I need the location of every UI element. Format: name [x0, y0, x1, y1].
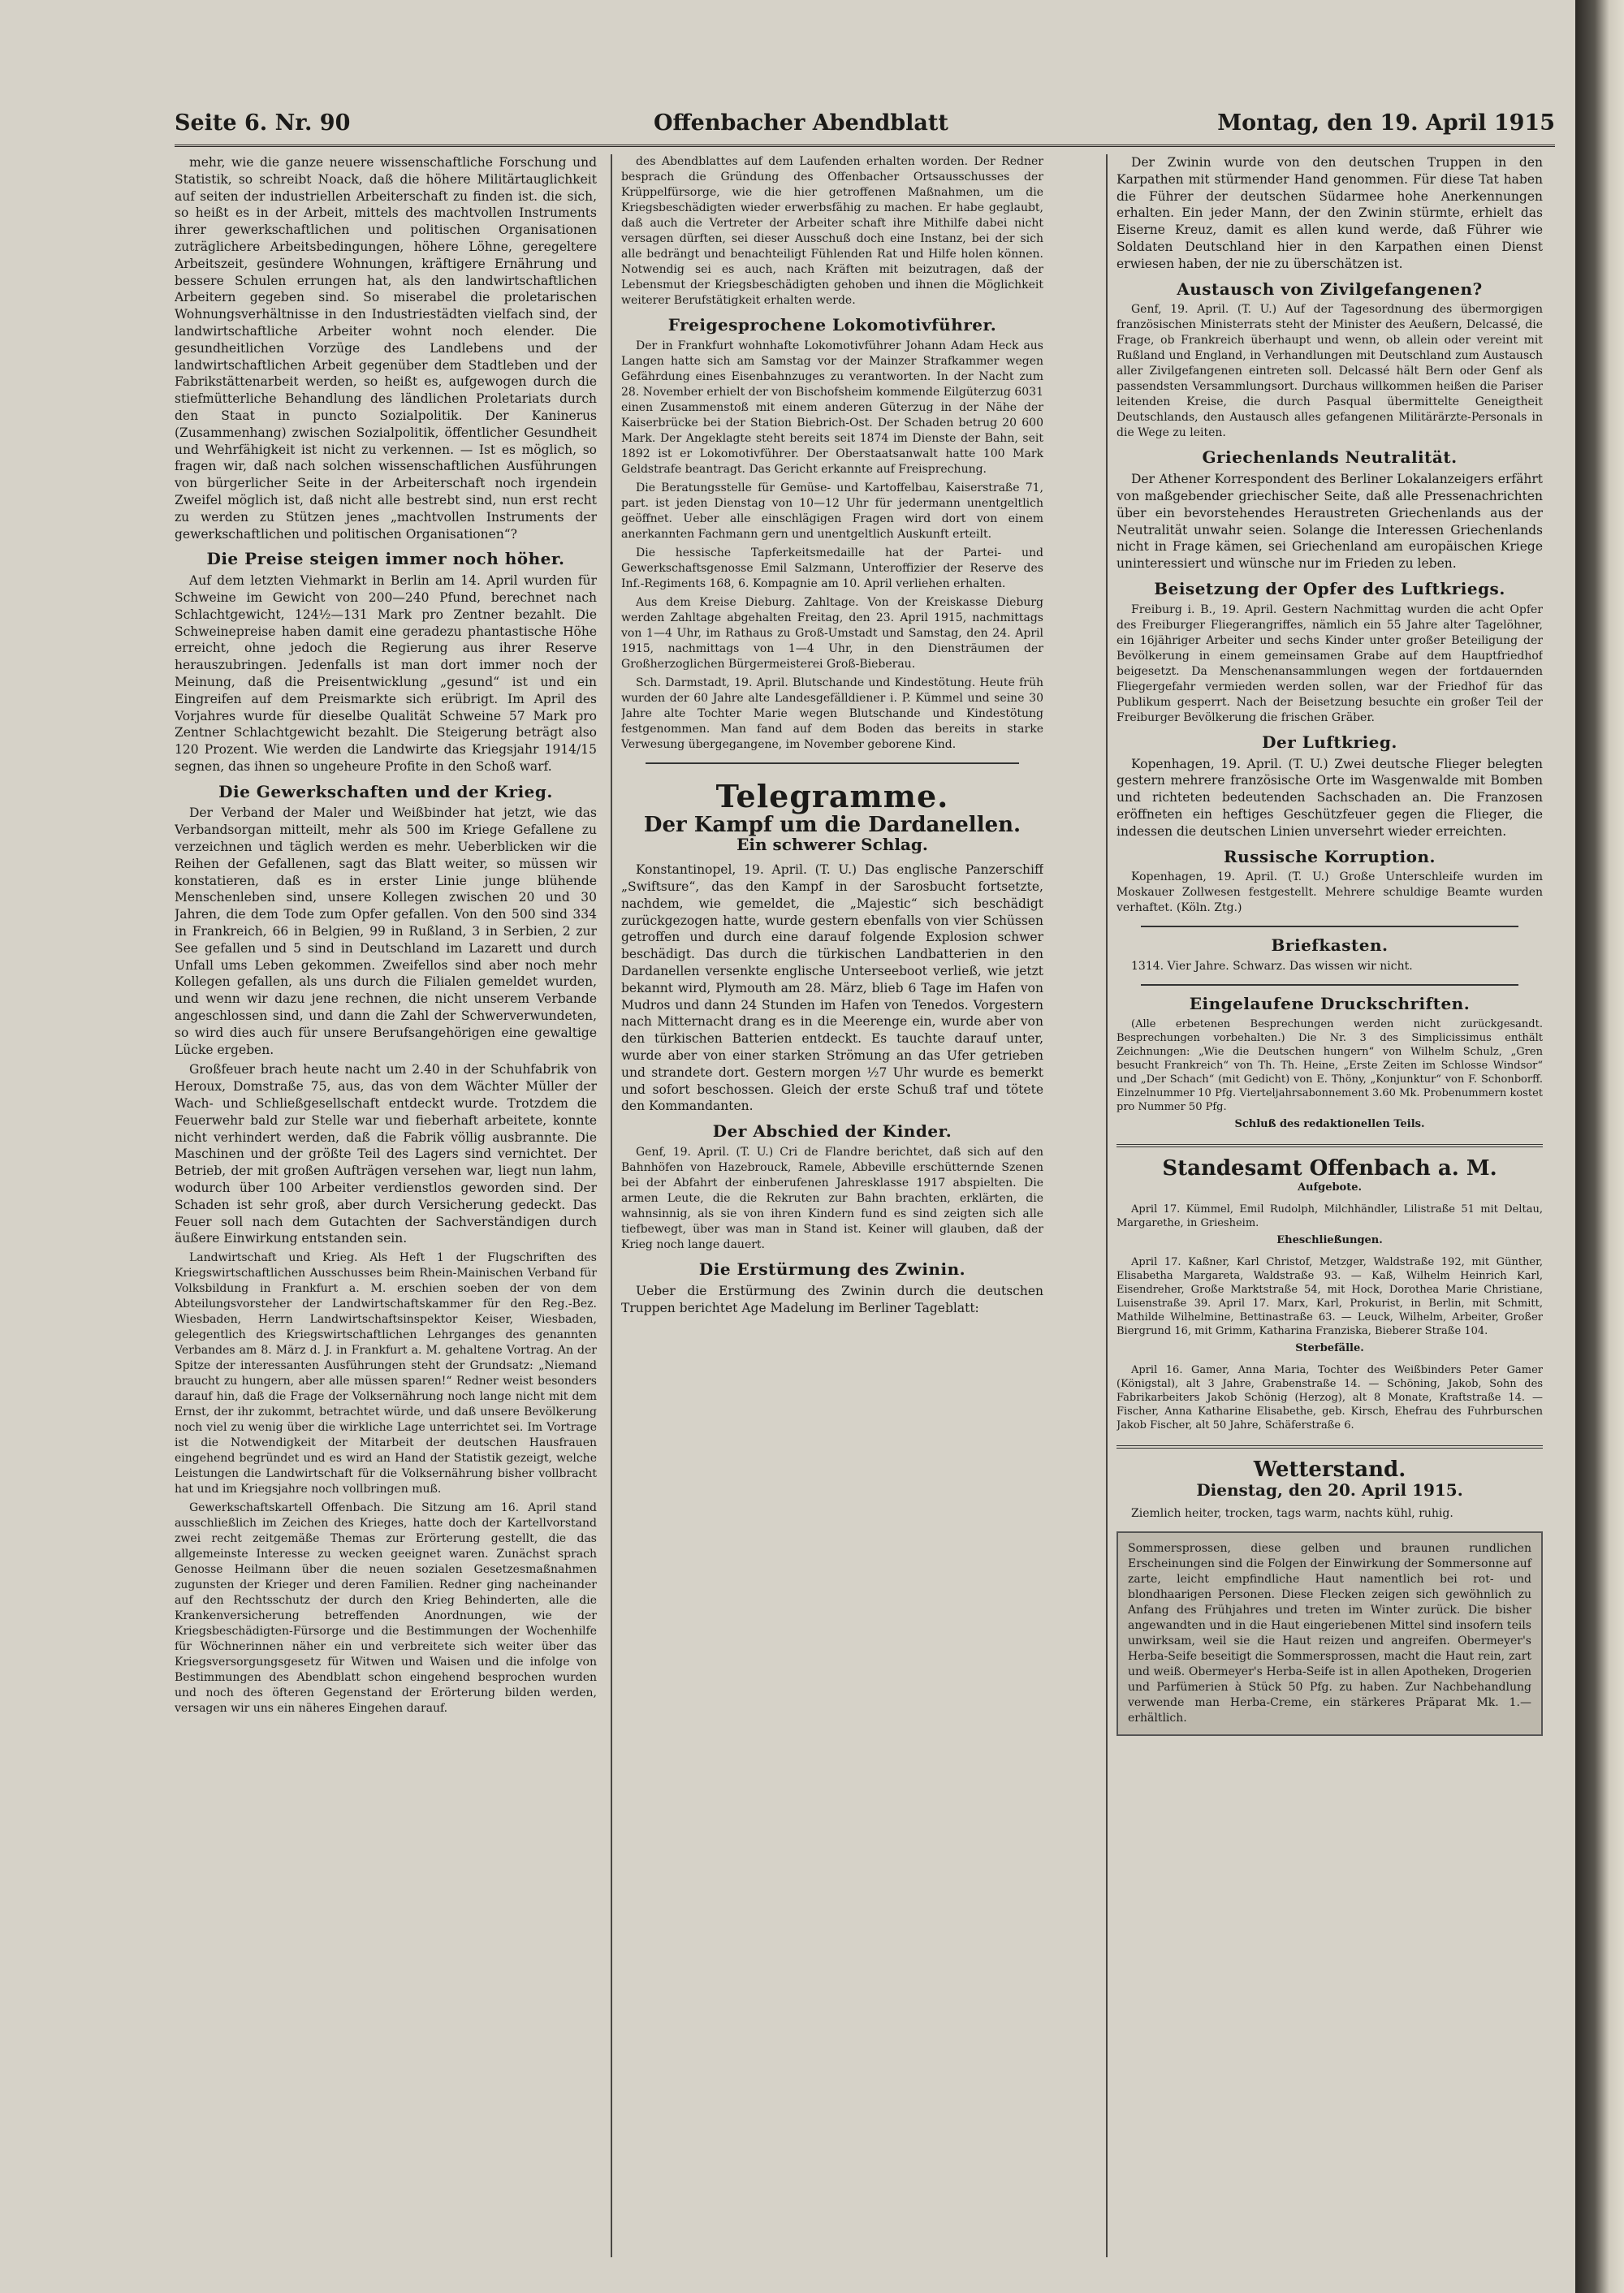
article-heading: Eingelaufene Druckschriften. — [1189, 994, 1471, 1014]
article-text: April 17. Kümmel, Emil Rudolph, Milchhändler, Lilistraße 51 mit Deltau, Margarethe, in Griesheim. — [1116, 1203, 1543, 1229]
article-text: Der Zwinin wurde von den deutschen Truppen in den Karpathen mit stürmender Hand genommen. Für diese Tat haben die Führer der deutschen Südarmee hohe Anerkennungen erhalten. Ein jeder Mann, der den Zwinin stürmte, erhielt das Eiserne Kreuz, damit es allen kund werde, daß Führer wie Soldaten Deutschland hier in den Karpathen einen Dienst erwiesen haben, der nie zu überschätzen ist. — [1116, 155, 1543, 271]
end-of-editorial-note: Schluß des redaktionellen Teils. — [1234, 1117, 1425, 1130]
article-text: (Alle erbetenen Besprechungen werden nicht zurückgesandt. Besprechungen vorbehalten.) Die Nr. 3 des Simplicissimus enthält Zeichnungen: „Wie die Deutschen hungern“ von Wilhelm Schulz, „Gren besucht Frankreich“ von Th. Th. Heine, „Erste Zeiten im Schlosse Windsor“ und „Der Schach“ (mit Gedicht) von E. Thöny, „Konjunktur“ von F. Schonborff. Einzelnummer 10 Pfg. Vierteljahrsabonnement 3.60 Mk. Probenummern kostet pro Nummer 50 Pfg. — [1116, 1017, 1543, 1113]
sub-heading: Eheschließungen. — [1276, 1233, 1383, 1246]
article-heading: Freigesprochene Lokomotivführer. — [667, 315, 997, 335]
divider — [1116, 1445, 1543, 1449]
article-text: Ueber die Erstürmung des Zwinin durch die deutschen Truppen berichtet Age Madelung im Berliner Tageblatt: — [621, 1283, 1043, 1315]
article-heading: Die Erstürmung des Zwinin. — [698, 1259, 966, 1279]
article-heading: Briefkasten. — [1271, 935, 1389, 956]
article-heading: Russische Korruption. — [1223, 846, 1436, 866]
issue-date: Montag, den 19. April 1915 — [1217, 110, 1555, 136]
page-number: Seite 6. Nr. 90 — [175, 110, 351, 136]
article-text: Genf, 19. April. (T. U.) Cri de Flandre berichtet, daß sich auf den Bahnhöfen von Hazebrouck, Ramele, Abbeville erschütternde Szenen bei der Abfahrt der einberufenen Jahresklasse 1917 abspielten. Die armen Leute, die die Rekruten zur Bahn brachten, erklärten, die wahnsinnig, als sie von ihren Kindern fund es sind zeigten sich alle tiefbewegt, über was man in Stand ist. Keiner will glauben, daß der Krieg noch lange dauert. — [621, 1145, 1043, 1251]
sub-heading: Aufgebote. — [1297, 1181, 1363, 1194]
divider — [1141, 926, 1518, 927]
article-text: April 16. Gamer, Anna Maria, Tochter des Weißbinders Peter Gamer (Königstal), alt 3 Jahre, Grabenstraße 14. — Schöning, Jakob, Sohn des Fabrikarbeiters Jakob Schönig (Herzog), alt 8 Monate, Kraftstraße 14. — Fischer, Anna Katharine Elisabethe, geb. Kirsch, Ehefrau des Fuhrburschen Jakob Fischer, alt 50 Jahre, Schäferstraße 6. — [1116, 1363, 1543, 1432]
advertisement-box — [1116, 1531, 1543, 1736]
sub-heading: Sterbefälle. — [1295, 1341, 1364, 1354]
divider — [646, 762, 1019, 764]
article-text: Landwirtschaft und Krieg. Als Heft 1 der Flugschriften des Kriegswirtschaftlichen Ausschusses beim Rhein-Mainischen Verband für Volksbildung in Frankfurt a. M. erschien soeben der von dem Abteilungsvorsteher der Landwirtschaftskammer für den Reg.-Bez. Wiesbaden, Herrn Landwirtschaftsinspektor Keiser, Wiesbaden, gelegentlich des Kriegswirtschaftlichen Lehrganges des genannten Verbandes am 8. März d. J. in Frankfurt a. M. gehaltene Vortrag. An der Spitze der interessanten Ausführungen steht der Grundsatz: „Niemand braucht zu hungern, aber alle müssen sparen!“ Redner weist besonders darauf hin, daß die Frage der Volksernährung noch lange nicht mit dem Ernst, der ihr zukommt, betrachtet würde, und daß unsere Bevölkerung noch viel zu wenig über die wirkliche Lage unterrichtet sei. Im Vortrage ist die Notwendigkeit der Mitarbeit der deutschen Hausfrauen eingehend begründet und es wird an Hand der Statistik gezeigt, welche Leistungen die Landwirtschaft für die Volksernährung bisher vollbracht hat und im Kriegsjahre noch vollbringen muß. — [175, 1251, 597, 1496]
article-heading: Der Abschied der Kinder. — [712, 1121, 952, 1142]
article-text: Die hessische Tapferkeitsmedaille hat der Partei- und Gewerkschaftsgenosse Emil Salzmann, Unteroffizier der Reserve des Inf.-Regiments 168, 6. Kompagnie am 10. April verliehen erhalten. — [621, 546, 1043, 590]
article-text: Freiburg i. B., 19. April. Gestern Nachmittag wurden die acht Opfer des Freiburger Fliegerangriffes, nämlich ein 55 Jahre alter Tagelöhner, ein 16jähriger Arbeiter und sechs Kinder unter großer Beteiligung der Bevölkerung in einem gemeinsamen Grabe auf dem Hauptfriedhof beigesetzt. Da Menschenansammlungen wegen der fortdauernden Fliegergefahr vermieden werden sollen, war der Friedhof für das Publikum gesperrt. Nach der Beisetzung besuchte ein großer Teil der Freiburger Bevölkerung die frischen Gräber. — [1116, 602, 1543, 724]
divider — [1141, 984, 1518, 986]
article-text: Der Athener Korrespondent des Berliner Lokalanzeigers erfährt von maßgebender griechischer Seite, daß alle Pressenachrichten über ein bevorstehendes Heraustreten Griechenlands aus der Neutralität unwahr seien. Solange die Interessen Griechenlands nicht in Frage kämen, sei Griechenland am europäischen Kriege uninteressiert und wünsche nur im Frieden zu leben. — [1116, 472, 1543, 572]
article-text: April 17. Kaßner, Karl Christof, Metzger, Waldstraße 192, mit Günther, Elisabetha Margareta, Waldstraße 93. — Kaß, Wilhelm Heinrich Karl, Eisendreher, Große Marktstraße 54, mit Hock, Dorothea Marie Christiane, Luisenstraße 39. April 17. Marx, Karl, Prokurist, in Berlin, mit Schmitt, Mathilde Wilhelmine, Bettinastraße 63. — Leuck, Wilhelm, Arbeiter, Großer Biergrund 16, mit Grimm, Katharina Franziska, Bieberer Straße 104. — [1116, 1255, 1543, 1337]
article-heading: Der Luftkrieg. — [1262, 732, 1397, 752]
article-text: Konstantinopel, 19. April. (T. U.) Das englische Panzerschiff „Swiftsure“, das den Kampf in der Sarosbucht fortsetzte, nachdem, wie gemeldet, die „Majestic“ sich beschädigt zurückgezogen hatte, wurde gestern ebenfalls von vier Schüssen getroffen und durch eine darauf folgende Explosion schwer beschädigt. Das durch die türkischen Landbatterien in den Dardanellen versenkte englische Unterseeboot verließ, wie jetzt bekannt wird, Plymouth am 28. März, blieb 6 Tage im Hafen von Mudros und dann 24 Stunden im Hafen von Tenedos. Vorgestern nach Mitternacht drang es in die Meerenge ein, wurde aber von den türkischen Batterien entdeckt. Es tauchte darauf unter, wurde aber von einer starken Strömung an das Ufer getrieben und strandete dort. Gestern morgen ½7 Uhr wurde es bemerkt und sofort beschossen. Gleich der erste Schuß traf und tötete den Kommandanten. — [621, 862, 1043, 1114]
column-rule-2 — [1106, 154, 1108, 2257]
article-text: Sch. Darmstadt, 19. April. Blutschande und Kindestötung. Heute früh wurden der 60 Jahre alte Landesgefälldiener i. P. Kümmel und seine 30 Jahre alte Tochter Marie wegen Blutschande und Kindestötung festgenommen. Man fand auf dem Boden das bereits in starke Verwesung übergegangene, im November geborene Kind. — [621, 676, 1043, 751]
column-2 — [621, 154, 1043, 2265]
article-heading: Griechenlands Neutralität. — [1202, 447, 1458, 468]
article-heading: Standesamt Offenbach a. M. — [1162, 1155, 1497, 1181]
article-text: Kopenhagen, 19. April. (T. U.) Große Unterschleife wurden im Moskauer Zollwesen festgestellt. Mehrere schuldige Beamte wurden verhaftet. (Köln. Ztg.) — [1116, 870, 1543, 915]
article-heading: Die Gewerkschaften und der Krieg. — [218, 781, 553, 801]
article-heading: Die Preise steigen immer noch höher. — [206, 549, 565, 569]
page-header — [175, 106, 1555, 147]
column-3 — [1116, 154, 1543, 2265]
article-text: Der in Frankfurt wohnhafte Lokomotivführer Johann Adam Heck aus Langen hatte sich am Samstag vor der Mainzer Strafkammer wegen Gefährdung eines Eisenbahnzuges zu verantworten. In der Nacht zum 28. November erhielt der von Bischofsheim kommende Eilgüterzug 6031 einen Zusammenstoß mit einem anderen Güterzug in der Nähe der Kaiserbrücke bei der Station Biebrich-Ost. Der Schaden betrug 20 600 Mark. Der Angeklagte steht bereits seit 1874 im Dienste der Bahn, seit 1892 ist er Lokomotivführer. Der Oberstaatsanwalt hatte 100 Mark Geldstrafe beantragt. Das Gericht erkannte auf Freisprechung. — [621, 339, 1043, 476]
article-text: Aus dem Kreise Dieburg. Zahltage. Von der Kreiskasse Dieburg werden Zahltage abgehalten Freitag, den 23. April 1915, nachmittags von 1—4 Uhr, im Rathaus zu Groß-Umstadt und Samstag, den 24. April 1915, nachmittags von 1—4 Uhr, in den Diensträumen der Großherzoglichen Bürgermeisterei Groß-Bieberau. — [621, 595, 1043, 671]
article-subheading: Ein schwerer Schlag. — [736, 835, 928, 855]
weather-text: Ziemlich heiter, trocken, tags warm, nachts kühl, ruhig. — [1131, 1507, 1453, 1521]
section-heading-telegrams: Telegramme. — [715, 777, 949, 814]
column-rule-1 — [611, 154, 612, 2257]
article-text: Gewerkschaftskartell Offenbach. Die Sitzung am 16. April stand ausschließlich im Zeichen des Krieges, hatte doch der Kartellvorstand zwei recht zeitgemäße Themas zur Erörterung gestellt, die das allgemeinste Interesse zu wecken geeignet waren. Zunächst sprach Genosse Heilmann über die neuen sozialen Gesetzesmaßnahmen zugunsten der Krieger und deren Familien. Redner ging nacheinander auf den Rechtsschutz der durch den Krieg Behinderten, alle die Krankenversicherung betreffenden Anordnungen, wie der Kriegsbeschädigten-Fürsorge und die Bestimmungen der Wochenhilfe für Wöchnerinnen näher ein und verbreitete sich weiter über das Kriegsversorgungsgesetz für Witwen und Waisen und die infolge von Bestimmungen des Abendblatt schon eingehend besprochen wurden und noch des öfteren Gegenstand der Erörterung bilden werden, versagen wir uns ein näheres Eingehen darauf. — [175, 1501, 597, 1716]
article-text: Der Verband der Maler und Weißbinder hat jetzt, wie das Verbandsorgan mitteilt, mehr als 500 im Kriege Gefallene zu verzeichnen und täglich werden es mehr. Ueberblicken wir die Reihen der Gefallenen, sagt das Blatt weiter, so müssen wir konstatieren, daß es in erster Linie junge blühende Menschenleben sind, unsere Kollegen zwischen 20 und 30 Jahren, die dem Tode zum Opfer gefallen. Von den 500 sind 334 in Frankreich, 66 in Belgien, 99 in Rußland, 3 in Serbien, 2 zur See gefallen und 5 sind in Deutschland im Lazarett und durch Unfall ums Leben gekommen. Zweifellos sind aber noch mehr Kollegen gefallen, als uns durch die Filialen gemeldet wurden, und wenn wir dazu jene rechnen, die nicht unserem Verbande angeschlossen sind, und dann die Zahl der Schwerverwundeten, so wird dies auch für unsere Berufsangehörigen eine gewaltige Lücke ergeben. — [175, 805, 597, 1057]
article-heading: Wetterstand. — [1253, 1457, 1406, 1482]
article-text: 1314. Vier Jahre. Schwarz. Das wissen wir nicht. — [1131, 960, 1413, 974]
article-text: Auf dem letzten Viehmarkt in Berlin am 14. April wurden für Schweine im Gewicht von 200—240 Pfund, berechnet nach Schlachtgewicht, 124½—131 Mark pro Zentner bezahlt. Die Schweinepreise haben damit eine geradezu phantastische Höhe erreicht, ohne jedoch die Regierung aus ihrer Reserve herauszubringen. Jedenfalls ist man dort immer noch der Meinung, daß die Preisentwicklung „gesund“ ist und ein Eingreifen auf dem Preismarkte sich erübrigt. Im April des Vorjahres wurde für dieselbe Qualität Schweine 57 Mark pro Zentner Schlachtgewicht bezahlt. Die Steigerung beträgt also 120 Prozent. Wie werden die Landwirte das Kriegsjahr 1914/15 segnen, das ihnen so ungeheure Profite in den Schoß warf. — [175, 573, 597, 774]
divider — [1116, 1144, 1543, 1147]
weather-date: Dienstag, den 20. April 1915. — [1196, 1479, 1463, 1500]
article-text: des Abendblattes auf dem Laufenden erhalten worden. Der Redner besprach die Gründung des Offenbacher Ortsausschusses der Krüppelfürsorge, wie die hier getroffenen Maßnahmen, um die Kriegsbeschädigten wieder erwerbsfähig zu machen. Er habe geglaubt, daß auch die Vertreter der Arbeiter schaft ihre Mithilfe dabei nicht versagen dürften, sei dieser Ausschuß doch eine Instanz, bei der sich alle bedrängt und benachteiligt Fühlenden Rat und Hilfe holen können. Notwendig sei es auch, nach Kräften mit beizutragen, daß der Lebensmut der Kriegsbeschädigten gehoben und ihnen die Möglichkeit weiterer Berufstätigkeit erhalten werde. — [621, 155, 1043, 307]
article-text: Die Beratungsstelle für Gemüse- und Kartoffelbau, Kaiserstraße 71, part. ist jeden Dienstag von 10—12 Uhr für jedermann unentgeltlich geöffnet. Ueber alle einschlägigen Fragen wird dort von einem anerkannten Fachmann gern und unentgeltlich Auskunft erteilt. — [621, 481, 1043, 541]
book-spine — [1575, 0, 1624, 2293]
article-text: Genf, 19. April. (T. U.) Auf der Tagesordnung des übermorgigen französischen Ministerrats steht der Minister des Aeußern, Delcassé, die Frage, ob Frankreich überhaupt und wenn, ob allein oder vereint mit Rußland und England, in Verhandlungen mit Deutschland zum Austausch aller Zivilgefangenen eintreten soll. Delcassé hält Bern oder Genf als passendsten Versammlungsort. Durchaus willkommen heißen die Pariser leitenden Kreise, die durch Pasqual übermittelte Geneigtheit Deutschlands, den Austausch alles gefangenen Militärärzte-Personals in die Wege zu leiten. — [1116, 303, 1543, 440]
advertisement-text: Sommersprossen, diese gelben und braunen rundlichen Erscheinungen sind die Folgen der Einwirkung der Sommersonne auf zarte, leicht empfindliche Haut namentlich bei rot- und blondhaarigen Personen. Diese Flecken zeigen sich gewöhnlich zu Anfang des Frühjahres und treten im Winter zurück. Die bisher angewandten und in die Haut eingeriebenen Mittel sind insofern teils unwirksam, weil sie die Haut reizen und angreifen. Obermeyer's Herba-Seife beseitigt die Sommersprossen, macht die Haut rein, zart und weiß. Obermeyer's Herba-Seife ist in allen Apotheken, Drogerien und Parfümerien à Stück 50 Pfg. zu haben. Zur Nachbehandlung verwende man Herba-Creme, ein stärkeres Präparat Mk. 1.— erhältlich. — [1128, 1542, 1531, 1725]
newspaper-title: Offenbacher Abendblatt — [654, 110, 948, 136]
article-text: mehr, wie die ganze neuere wissenschaftliche Forschung und Statistik, so schreibt Noack, daß die höhere Militärtauglichkeit auf seiten der industriellen Arbeiterschaft zu finden ist. die sich, so heißt es in der Arbeit, mittels des machtvollen Instruments ihrer gewerkschaftlichen und politischen Organisationen zuträglichere Arbeitsbedingungen, höhere Löhne, geregeltere Arbeitszeit, gesündere Wohnungen, kräftigere Ernährung und bessere Schulen errungen hat, als den landwirtschaftlichen Arbeitern gegeben sind. So miserabel die proletarischen Wohnungsverhältnisse in den Industriestädten vielfach sind, der landwirtschaftliche Arbeiter wohnt noch elender. Die gesundheitlichen Vorzüge des Landlebens und der landwirtschaftlichen Arbeit gegenüber dem Stadtleben und der Fabrikstättenarbeit werden, so heißt es, aufgewogen durch die stiefmütterliche Behandlung des ländlichen Proletariats durch den Staat in puncto Sozialpolitik. Der Kaninerus (Zusammenhang) zwischen Sozialpolitik, öffentlicher Gesundheit und Wehrfähigkeit ist nicht zu verkennen. — Ist es möglich, so fragen wir, daß nach solchen wissenschaftlichen Ausführungen von bürgerlicher Seite in der Arbeiterschaft noch irgendein Zweifel möglich ist, daß nicht alle bestrebt sind, nun erst recht zu werden zu Stützen jenes „machtvollen Instruments der gewerkschaftlichen und politischen Organisationen“? — [175, 155, 597, 542]
article-text: Kopenhagen, 19. April. (T. U.) Zwei deutsche Flieger belegten gestern mehrere französische Orte im Wasgenwalde mit Bomben und richteten bedeutenden Sachschaden an. Die Franzosen eröffneten ein heftiges Geschützfeuer gegen die Flieger, die indessen die deutschen Linien unversehrt wieder erreichten. — [1116, 756, 1543, 839]
article-heading: Der Kampf um die Dardanellen. — [643, 812, 1021, 837]
article-heading: Beisetzung der Opfer des Luftkriegs. — [1154, 578, 1505, 598]
article-text: Großfeuer brach heute nacht um 2.40 in der Schuhfabrik von Heroux, Domstraße 75, aus, das von dem Wächter Müller der Wach- und Schließgesellschaft entdeckt wurde. Trotzdem die Feuerwehr bald zur Stelle war und fieberhaft arbeitete, konnte nicht verhindert werden, daß die Fabrik völlig ausbrannte. Die Maschinen und der größte Teil des Lagers sind vernichtet. Der Betrieb, der mit großen Aufträgen versehen war, liegt nun lahm, wodurch über 100 Arbeiter verdienstlos geworden sind. Der Schaden ist sehr groß, aber durch Versicherung gedeckt. Das Feuer soll nach dem Gutachten der Sachverständigen durch äußere Einwirkung entstanden sein. — [175, 1062, 597, 1246]
column-1 — [175, 154, 597, 2265]
article-heading: Austausch von Zivilgefangenen? — [1177, 279, 1483, 299]
